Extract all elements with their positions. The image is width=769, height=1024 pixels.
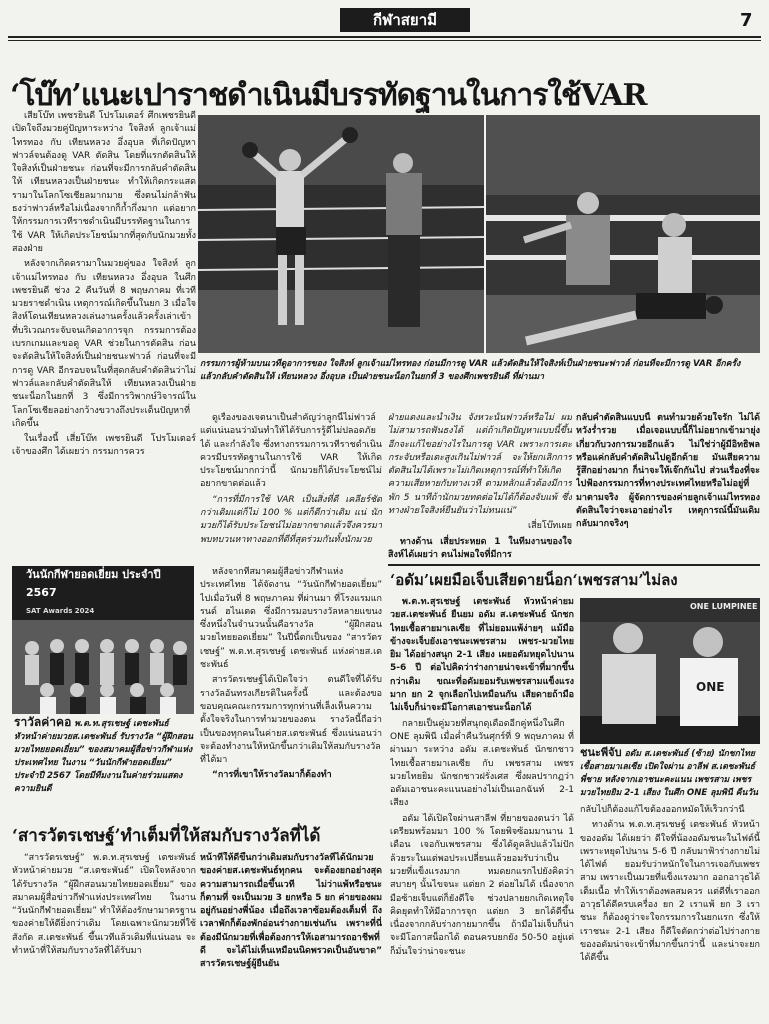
main-story-column-1 xyxy=(12,110,196,550)
second-story-column-2 xyxy=(580,804,760,1018)
main-story-paragraph: เสี่ยโบ๊ท เพชรยินดี โปรโมเตอร์ ศึกเพชรยินดี เปิดใจถึงมวยคู่ปัญหาระหว่าง ใจสิงห์ ลูกเจ้าแม่ไทรทอง กับ เทียนหลวง อึ่งอุบล ที่เกิดปัญหาฟาวล์จนต้องดู VAR ตัดสิน โดยที่แรกตัดสินให้ใจสิงห์เป็นฝ่ายชนะ ก่อนที่จะมีการกลับคำตัดสินให้ เทียนหลวงเป็นฝ่ายชนะ ทำให้เกิดกระแสดรามาในโลกโซเชียลมากมาย ซึ่งตนไม่กล้าฟันธงว่าฟาวล์หรือไม่เนื่องจากก็ก้ำกึ่งมาก แต่อยากให้กรรมการเวทีราชดำเนินมีบรรทัดฐานในการใช้ VAR ให้เกิดประโยชน์มากที่สุดกับนักมวยทั้งสองฝ่าย xyxy=(12,111,196,254)
main-story-paragraph: ดูเรื่องของเจตนาเป็นสำคัญว่าลูกนี้ไม่ฟาวล์ แต่แน่นอนว่ามันทำให้ได้รับการรู้ดีไม่ปลอดภัยได้ และกำลังใจ ซึ่งทางกรรมการเวทีราชดำเนินควรมีบรรทัดฐานในการใช้ VAR ให้เกิดประโยชน์มากกว่านี้ นักมวยก็ได้ประโยชน์ไม่อยากขาดต่อแล้ว xyxy=(200,413,382,490)
second-story-paragraph: อดัม ได้เปิดใจผ่านสาลีฟ ที่ยายของตนว่า ได้เตรียมพร้อมมา 100 % โดยพิจซ้อมมานาน 1 เดือน เจอกับเพชรสาม ซึ่งได้ดูคลิปแล้วไม่ปักล้วยระในแต่พอประเปลี่ยนแล้วยอมรับว่าเป็นมวยที่แข็งแรงมาก หมดยกแรกไปยังคิดว่าสบายๆ นั้นไขจนะ แต่ยก 2 ต่อยไม่ได้ เนื่องจากมือซ้ายเจ็บแต่ก็ยังดีใจ ช่วงปลายยกเกิดเหตุใจคิดยุดทำให้มีอาการจุก แต่ยก 3 ยกได้ดีขึ้น เนื่องจากกลับร่างกายมากขึ้น ถ้ามือไม่เจ็บก็น่าจะมีโอกาสน็อกได้ ตอนครบยกยัง 50-50 อยู่แต่ก็มั่นใจว่าน่าจะชนะ xyxy=(390,813,574,957)
main-story-paragraph: ในเรื่องนี้ เสี่ยโบ๊ท เพชรยินดี โปรโมเตอร์เจ้าของศึก ได้เผยว่า กรรมการควร xyxy=(12,434,196,458)
award-group-photo xyxy=(12,620,194,714)
main-photo-caption: กรรมการผู้ห้ามบนเวทีดูอาการของ ใจสิงห์ ลูกเจ้าแม่ไทรทอง ก่อนมีการดู VAR แล้วตัดสินให้ใจสิงห์เป็นฝ่ายชนะฟาวล์ ก่อนที่จะมีการดู VAR อีกครั้งแล้วกลับคำตัดสินให้ เทียนหลวง อึ่งอุบล เป็นฝ่ายชนะน็อกในยกที่ 3 ของศึกเพชรยินดี ที่ผ่านมา xyxy=(200,359,741,382)
award-caption-text: พ.ต.ท.สุรเชษฐ์ เตชะพันธ์ หัวหน้าค่ายมวยส.เตชะพันธ์ รับรางวัล “ผู้ฝึกสอนมวยไทยยอดเยี่ยม” ของสมาคมผู้สื่อข่าวกีฬาแห่งประเทศไทย ในงาน “วันนักกีฬายอดเยี่ยม” ประจำปี 2567 โดยมีทีมงานในค่ายร่วมแสดงความยินดี xyxy=(14,719,194,794)
second-story-paragraph: พ.ต.ท.สุรเชษฐ์ เตชะพันธ์ หัวหน้าค่ายมวยส.เตชะพันธ์ ยืนยม อดัม ส.เตชะพันธ์ นักชกไทยเชื้อสายมาเลเซีย ที่ไม่ยอมแพ้ง่ายๆ แม้มือข้างจะเจ็บยังเอาชนะเพชรสาม เพชร-มวยไทยยิม ได้อย่างสนุก 2-1 เสียง เผยอดัมหยุดไปนาน 5-6 ปี ต่อไปคิดว่าร่างกายน่าจะเข้าที่มากขึ้นกว่าเดิม ขณะที่อดัมยอมรับเพชรสามแข็งแรงมาก ยก 2 จุกเลือกไปเหมือนกัน เสียดายถ้ามือไม่เจ็บก็น่าจะมีโอกาสเอาชนะน็อกได้ xyxy=(390,597,574,714)
main-story-quote: ฝ่ายแดงและน้ำเงิน จังหวะนั้นฟาวล์หรือไม่ ผมไม่สามารถฟันธงได้ แต่ถ้าเกิดปัญหาแบบนี้ขึ้นอีกจะแก้ไขอย่างไรในการดู VAR เพราะการเตะกระจับหรือเตะสูงเกินไม่ฟาวล์ จะให้ยกเลิกการตัดสินไม่ได้เพราะไม่เกิดเหตุการณ์ที่ทำให้เกิดความเสียหายกับทางเวที ตามหลักแล้วต้องมีการพัก 5 นาทีถ้านักมวยทดต่อไม่ได้ก็ต้องจับแพ้ ซึ่งทางฝ่ายใจสิงห์ยืนยันว่าไม่ทนแน่” xyxy=(388,413,572,517)
second-story-photo xyxy=(580,598,760,744)
ring-banner-text: ONE LUMPINEE xyxy=(690,602,758,611)
second-story-rule xyxy=(388,564,760,566)
award-banner-title: วันนักกีฬายอดเยี่ยม ประจำปี 2567 xyxy=(26,568,161,599)
second-story-column-1 xyxy=(390,596,574,1018)
second-photo-caption xyxy=(580,746,760,800)
award-caption-name: ราวัลค่าคอ xyxy=(14,716,72,729)
award-story-paragraph: สารวัตรเชษฐ์ได้เปิดใจว่า ตนดีใจที่ได้รับรางวัลอันทรงเกียรติในครั้งนี้ และต้องขอขอบคุณคณะกรรมการทุกท่านที่เล็งเห็นความตั้งใจจริงในการทำมวยของตน รางวัลนี้ถือว่าเป็นของทุกคนในค่ายส.เตชะพันธ์ ซึ่งแน่นอนว่าจะต้องทำงานให้หนักขึ้นกว่าเดิมให้สมกับรางวัลที่ได้มา xyxy=(200,675,382,766)
award-photo xyxy=(12,566,194,714)
main-story-attribution: เสี่ยโบ๊ทเผย xyxy=(528,521,572,532)
award-story-quote: “การที่เขาให้รางวัลมาก็ต้องทำ xyxy=(212,770,332,781)
second-story-paragraph: กลับไปก็ต้องแก้ไขต้องออกหมัดให้เร็วกว่านี้ xyxy=(580,805,745,815)
main-story-paragraph: หลังจากเกิดดรามาในมวยคู่ของ ใจสิงห์ ลูกเจ้าแม่ไทรทอง กับ เทียนหลวง อึ่งอุบล ในศึกเพชรยินดี ช่วง 2 คืนวันที่ 8 พฤษภาคม ที่เวทีมวยราชดำเนิน เหตุการณ์เกิดขึ้นในยก 3 เมื่อใจสิงห์โดนเทียนหลวงเล่นงานครั้งแล้วครั้งเล่าเข้าที่บริเวณกระจับจนเกิดอาการจุก กรรมการต้องเบรกเกมและขอดู VAR ช่วยในการตัดสิน ก่อนจะตัดสินให้ใจสิงห์เป็นฝ่ายชนะฟาวล์ ก่อนที่จะมีการดู VAR อีกรอบจนในที่สุดกลับคำตัดสินว่าไม่ฟาวล์และกลับคำตัดสินให้ เทียนหลวงเป็นฝ่ายชนะน็อกในยกที่ 3 ซึ่งมีการวิพากษ์วิจารณ์ในโลกโซเชียลอย่างกว้างขวางถึงประเด็นปัญหาที่เกิดขึ้น xyxy=(12,259,196,429)
main-photo-referee-raises-hand xyxy=(198,115,484,353)
publication-brand: กีฬาสยามี xyxy=(340,8,470,32)
award-story-column-1 xyxy=(200,566,382,816)
award-banner xyxy=(12,566,194,620)
page-number: 7 xyxy=(740,10,753,31)
header-rule xyxy=(8,36,761,38)
award-story-paragraph: หน้าที่ให้ดีขึ้นกว่าเดิมสมกับรางวัลที่ได้นักมวยของค่ายส.เตชะพันธ์ทุกคน จะต้องยกอย่างสุดความสามารถเมื่อขึ้นเวที ไม่ว่าแพ้หรือชนะก็ตามที่ จะเป็นมวย 3 ยกหรือ 5 ยก ค่ายของผมอยู่กันอย่างพี่น้อง เมื่อถึงเวลาซ้อมต้องเต็มที่ ถึงเวลาพักก็ต้องพักอ่อนร่างกายเช่นกัน เพราะที่นี่ต้องมีนักมวยที่เพื่อต้องการให้เอสามารถอาชีพที่ดี จะได้ไม่เห็นเหมือนนิดพรวดเป็นอันขาด” สารวัตรเชษฐ์ผู้ยืนยัน xyxy=(200,853,382,970)
second-headline: ‘อดัม’เผยมือเจ็บเสียดายน็อก‘เพชรสาม’ไม่ลง xyxy=(390,571,678,589)
main-story-column-4 xyxy=(576,412,760,564)
second-caption-text: อดัม ส.เตชะพันธ์ (ซ้าย) นักชกไทยเชื้อสายมาเลเซีย เปิดใจผ่าน อาลีฟ ส.เตชะพันธ์ พี่ชาย หลังจากเอาชนะคะแนน เพชรสาม เพชรมวยไทยยิม 2-1 เสียง ในศึก ONE ลุมพินี คืนวัน xyxy=(580,749,759,798)
second-story-paragraph: กลายเป็นคู่มวยที่สนุกดุเดือดอีกคู่หนึ่งในศึก ONE ลุมพินี เมื่อค่ำคืนวันศุกร์ที่ 9 พฤษภาคม ที่ผ่านมา ระหว่าง อดัม ส.เตชะพันธ์ นักชกชาวไทยเชื้อสายมาเลเซีย กับ เพชรสาม เพชรมวยไทยยิม นักชกชาวฝรั่งเศส ซึ่งผลปรากฏว่า อดัมเอาชนะคะแนนอย่างไม่เป็นเอกฉันท์ 2-1 เสียง xyxy=(390,718,574,809)
main-photo-referee-checks-fighter xyxy=(486,115,760,353)
main-story-column-2 xyxy=(200,412,382,564)
main-story-paragraph: กลับคำตัดสินแบบนี้ ตนทำมวยด้วยใจรัก ไม่ได้หวังร่ำรวย เมื่อเจอแบบนี้ก็ไม่อยากเข้ามายุ่งเกี่ยวกับวงการมวยอีกแล้ว ไม่ใช่ว่าผู้มีอิทธิพลหรือแค่กลับคำตัดสินไปดูอีกด้าย มันเสียความรู้สึกอย่างมาก ก็น่าจะให้เจ๊กกันไป ส่วนเรื่องที่จะไปฟ้องกรรมการที่ทางประเทศไทยหรือไม่อยู่ที่ มาตามจริง ผู้จัดการของค่ายลูกเจ้าแม่ไทรทอง ตัดสินใจว่าจะเอาอย่างไร เหตุการณ์นี้มันเดิมกลับมากจริงๆ xyxy=(576,413,760,530)
award-story-column-3 xyxy=(200,852,382,1018)
second-story-paragraph: ทางด้าน พ.ต.ท.สุรเชษฐ์ เตชะพันธ์ หัวหน้าของอดัม ได้เผยว่า ดีใจที่น้องอดัมชนะในไฟต์นี้ เพราะหยุดไปนาน 5-6 ปี กลับมาฟ้าร่างกายไม่ได้ไฟต์ ยอมรับว่าหนักใจในการเจอกับเพชรสาม เพราะเป็นมวยที่แข็งแรงมาก ออกอาวุธได้เต็มเนื้อ ทำให้เราต้องพลสมควร แต่ดีที่เราออกอาวุธได้ดีครบเครื่อง ยก 2 เราแพ้ ยก 3 เราชนะ ก็ต้องดูว่าจะใจกรรมการในยกแรก ซึ่งให้เราชนะ 2-1 เสียง ก็ดีใจตัดกว่าต่อไปร่างกายของอดัมน่าจะเข้าที่มากขึ้นกว่านี้ และน่าจะยกได้ดีขึ้น xyxy=(580,820,760,964)
award-story-paragraph: “สารวัตรเชษฐ์” พ.ต.ท.สุรเชษฐ์ เตชะพันธ์ หัวหน้าค่ายมวย “ส.เตชะพันธ์” เปิดใจหลังจากได้รับรางวัล “ผู้ฝึกสอนมวยไทยยอดเยี่ยม” ของสมาคมผู้สื่อข่าวกีฬาแห่งประเทศไทย ในงาน “วันนักกีฬายอดเยี่ยม” ทำให้ต้องรักษามาตรฐานของค่ายให้ดียิ่งกว่าเดิม โดยเฉพาะนักมวยที่ใช้สังกัด ส.เตชะพันธ์ ขึ้นเวทีแล้วเดิมที่แน่นอน จะทำหน้าที่ให้สมกับรางวัลที่ได้รับมา xyxy=(12,853,196,957)
award-story-paragraph: หลังจากที่สมาคมผู้สื่อข่าวกีฬาแห่งประเทศไทย ได้จัดงาน “วันนักกีฬายอดเยี่ยม” ไปเมื่อวันที่ 8 พฤษภาคม ที่ผ่านมา ที่โรงแรมแกรนด์ ฮไนเตด ซึ่งมีการมอบรางวัลหลายแขนง ซึ่งหนึ่งในจำนวนนั้นคือรางวัล “ผู้ฝึกสอนมวยไทยยอดเยี่ยม” ในปีนี้ตกเป็นของ “สารวัตรเชษฐ์” พ.ต.ท.สุรเชษฐ์ เตชะพันธ์ แห่งค่ายส.เตชะพันธ์ xyxy=(200,567,382,671)
second-caption-name: ชนะพี่จับ xyxy=(580,746,622,759)
main-story-column-3 xyxy=(388,412,572,564)
header-rule-thin xyxy=(8,40,761,41)
main-headline: ‘โบ๊ท’แนะเปาราชดำเนินมีบรรทัดฐานในการใช้VAR xyxy=(10,78,647,113)
award-banner-subtitle: SAT Awards 2024 xyxy=(26,607,95,615)
award-subheadline: ‘สารวัตรเชษฐ์’ทำเต็มที่ให้สมกับรางวัลที่ได้ xyxy=(12,826,321,846)
award-story-column-2 xyxy=(12,852,196,1018)
shirt-logo-text: ONE xyxy=(696,680,725,694)
award-photo-caption xyxy=(14,716,194,820)
main-story-quote: “การที่มีการใช้ VAR เป็นสิ่งที่ดี เคลียร์ชัดกว่าเดิมแต่ก็ไม่ 100 % แต่ก็ดีกว่าเดิม แน่ นักมวยก็ได้รับประโยชน์ไม่อยากขาดแล้วจึงควรมาพบทบวนหาทางออกที่ดีที่สุดร่วมกันทั้งนักมวย xyxy=(200,494,382,545)
main-story-paragraph: ทางด้าน เสี่ยประหยด 1 ในทีมงานของใจสิงห์ได้เผยว่า ตนไม่พอใจที่มีการ xyxy=(388,536,572,560)
